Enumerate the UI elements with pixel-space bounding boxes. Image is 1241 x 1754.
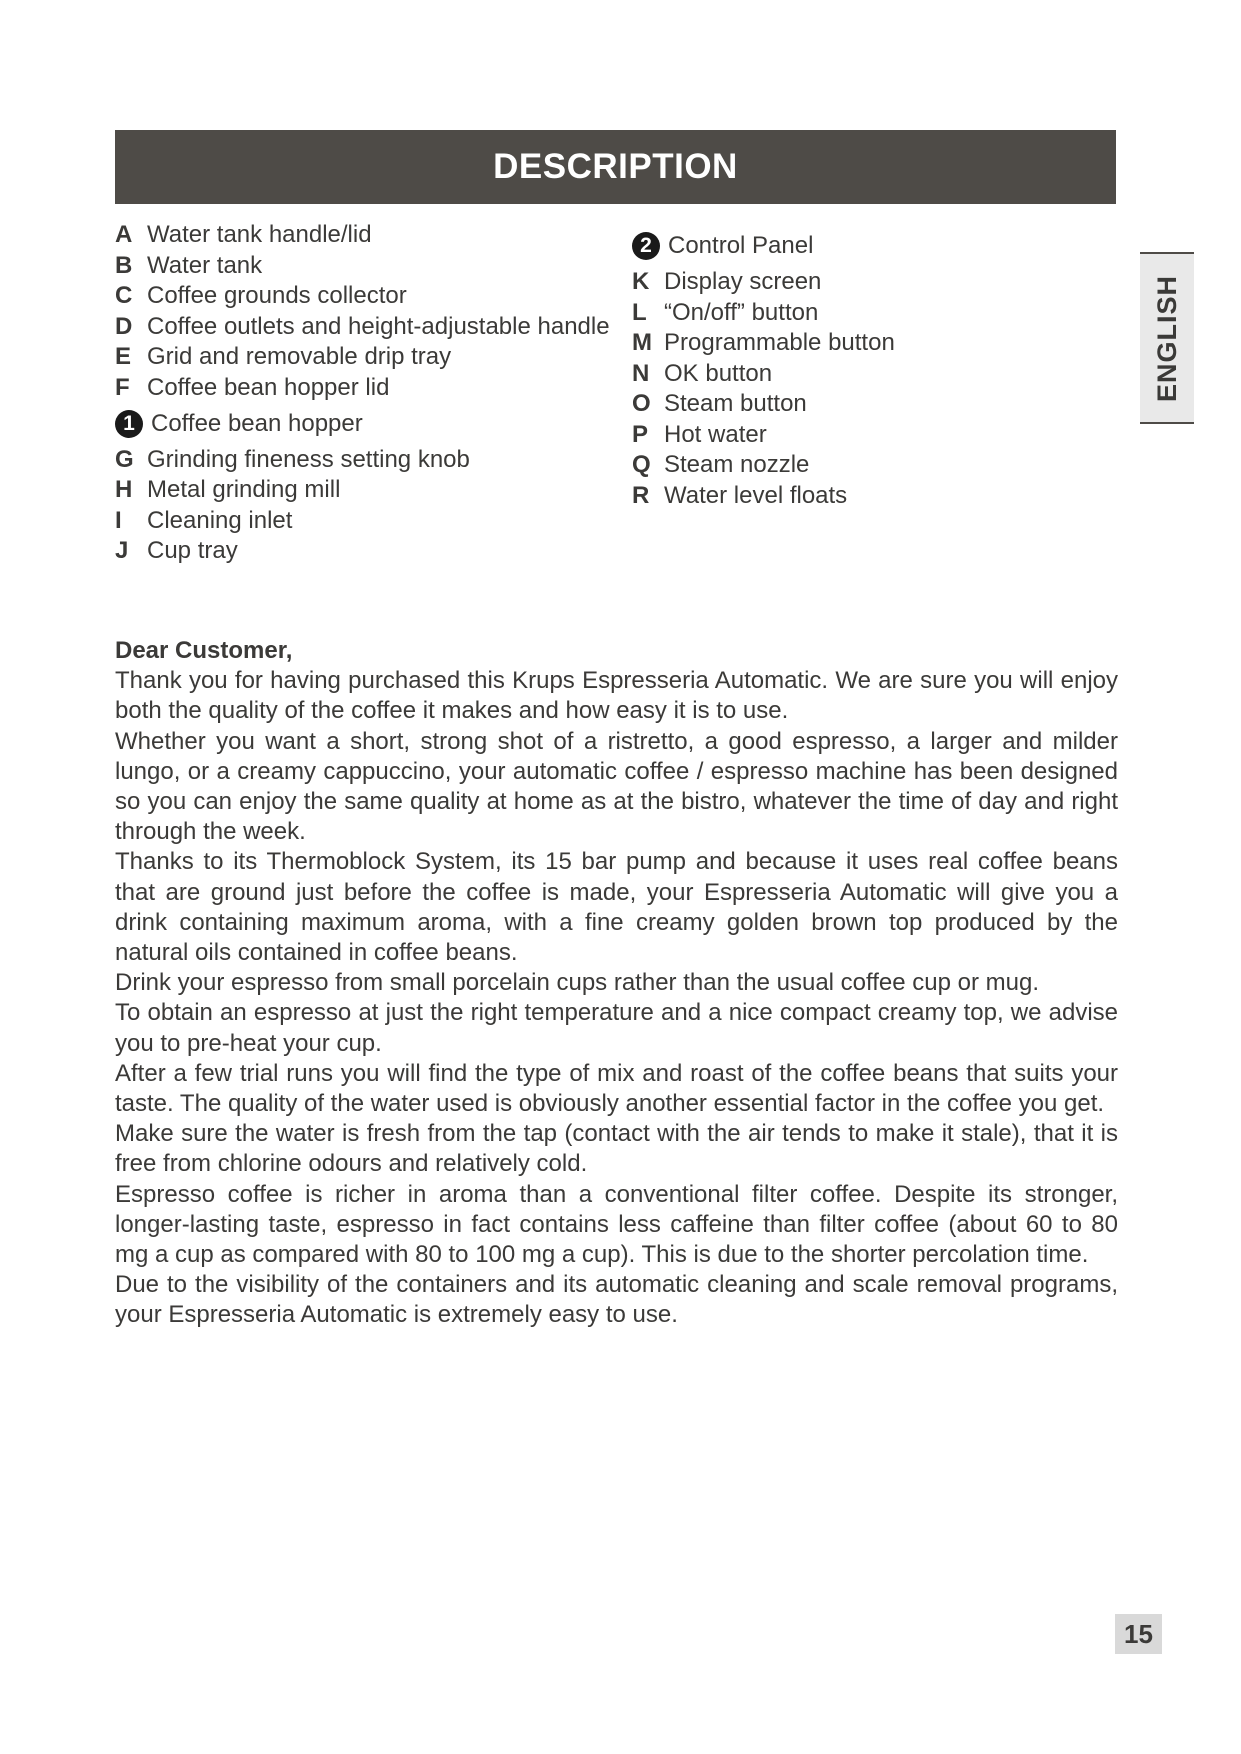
part-item xyxy=(632,267,1062,297)
part-label: Coffee outlets and height-adjustable handle xyxy=(147,312,610,340)
number-one-circle-icon: 1 xyxy=(115,410,143,438)
section-title: DESCRIPTION xyxy=(493,147,738,186)
part-label: Grinding fineness setting knob xyxy=(147,445,470,473)
greeting: Dear Customer, xyxy=(115,637,293,664)
part-item xyxy=(632,328,1062,358)
part-label: Cleaning inlet xyxy=(147,506,293,534)
part-item xyxy=(115,342,615,372)
part-item xyxy=(632,450,1062,480)
part-label: Steam nozzle xyxy=(664,451,810,478)
paragraph: Thank you for having purchased this Krups Espresseria Automatic. We are sure you will enjoy both the quality of the coffee it makes and how easy it is to use. xyxy=(115,667,1118,725)
part-item xyxy=(632,481,1062,511)
intro-text xyxy=(115,636,1118,1331)
part-label: Hot water xyxy=(664,420,767,448)
part-label: Water tank xyxy=(147,251,263,279)
paragraph: To obtain an espresso at just the right temperature and a nice compact creamy top, we advise you to pre-heat your cup. xyxy=(115,999,1118,1057)
part-label: Steam button xyxy=(664,390,807,417)
paragraph: Espresso coffee is richer in aroma than a conventional filter coffee. Despite its stronger, longer-lasting taste, espresso in fact contains less caffeine than filter coffee (about 60 to 80 mg a cup as compared with 80 to 100 mg a cup). This is due to the shorter percolation time. xyxy=(115,1180,1118,1269)
part-label: Grid and removable drip tray xyxy=(147,343,452,370)
language-tab-label: ENGLISH xyxy=(1151,274,1182,402)
part-label: Display screen xyxy=(664,268,822,295)
part-letter: M xyxy=(632,329,652,356)
paragraph: Thanks to its Thermoblock System, its 15 bar pump and because it uses real coffee beans that are ground just before the coffee is made, your Espresseria Automatic will give you a drink containing maximum aroma, with a fine creamy golden brown top produced by the natural oils contained in coffee beans. xyxy=(115,848,1118,967)
part-label: Water tank handle/lid xyxy=(147,221,372,248)
part-label: OK button xyxy=(664,359,773,387)
parts-list-right xyxy=(632,225,1062,511)
part-letter: G xyxy=(115,445,134,473)
part-item xyxy=(115,251,615,281)
paragraph: After a few trial runs you will find the type of mix and roast of the coffee beans that suits your taste. The quality of the water used is obviously another essential factor in the coffee you get. xyxy=(115,1059,1118,1118)
section-heading-label: Coffee bean hopper xyxy=(151,409,363,437)
number-two-circle-icon: 2 xyxy=(632,232,660,260)
part-item xyxy=(115,220,615,250)
part-letter: C xyxy=(115,282,133,309)
part-letter: D xyxy=(115,312,133,340)
part-label: Metal grinding mill xyxy=(147,476,341,503)
part-item xyxy=(632,420,1062,450)
part-label: Coffee bean hopper lid xyxy=(147,373,390,401)
paragraph: Drink your espresso from small porcelain cups rather than the usual coffee cup or mug. xyxy=(115,969,1039,997)
part-item xyxy=(115,475,615,505)
part-letter: J xyxy=(115,537,129,564)
part-letter: R xyxy=(632,481,650,509)
part-letter: L xyxy=(632,298,647,326)
part-item xyxy=(632,298,1062,328)
part-item xyxy=(632,359,1062,389)
page-number: 15 xyxy=(1115,1614,1162,1654)
part-item xyxy=(115,373,615,403)
part-letter: B xyxy=(115,251,133,279)
part-letter: K xyxy=(632,268,650,295)
part-letter: Q xyxy=(632,451,651,478)
part-item xyxy=(115,536,615,566)
part-item xyxy=(632,389,1062,419)
part-letter: O xyxy=(632,390,651,417)
section-header-bar xyxy=(115,130,1116,204)
part-letter: P xyxy=(632,420,649,448)
part-label: Water level floats xyxy=(664,481,848,509)
part-letter: H xyxy=(115,476,133,503)
part-item xyxy=(115,312,615,342)
part-item xyxy=(115,506,615,536)
paragraph: Due to the visibility of the containers and its automatic cleaning and scale removal programs, your Espresseria Automatic is extremely easy to use. xyxy=(115,1271,1118,1329)
part-label: Programmable button xyxy=(664,329,895,356)
part-label: “On/off” button xyxy=(664,298,819,326)
section-heading-coffee-bean-hopper xyxy=(115,409,615,439)
language-tab xyxy=(1140,252,1194,424)
part-label: Cup tray xyxy=(147,537,238,564)
paragraph: Whether you want a short, strong shot of a ristretto, a good espresso, a larger and milder lungo, or a creamy cappuccino, your automatic coffee / espresso machine has been designed so you can enjoy the same quality at home as at the bistro, whatever the time of day and right through the week. xyxy=(115,727,1118,846)
part-letter: E xyxy=(115,343,132,370)
section-heading-label: Control Panel xyxy=(668,232,814,259)
part-item xyxy=(115,445,615,475)
part-item xyxy=(115,281,615,311)
part-letter: I xyxy=(115,506,122,534)
part-letter: N xyxy=(632,359,650,387)
part-letter: A xyxy=(115,221,133,248)
part-label: Coffee grounds collector xyxy=(147,282,407,309)
part-letter: F xyxy=(115,373,130,401)
section-heading-control-panel xyxy=(632,231,1062,261)
paragraph: Make sure the water is fresh from the tap (contact with the air tends to make it stale), that it is free from chlorine odours and relatively cold. xyxy=(115,1120,1118,1178)
parts-list-left xyxy=(115,220,615,567)
